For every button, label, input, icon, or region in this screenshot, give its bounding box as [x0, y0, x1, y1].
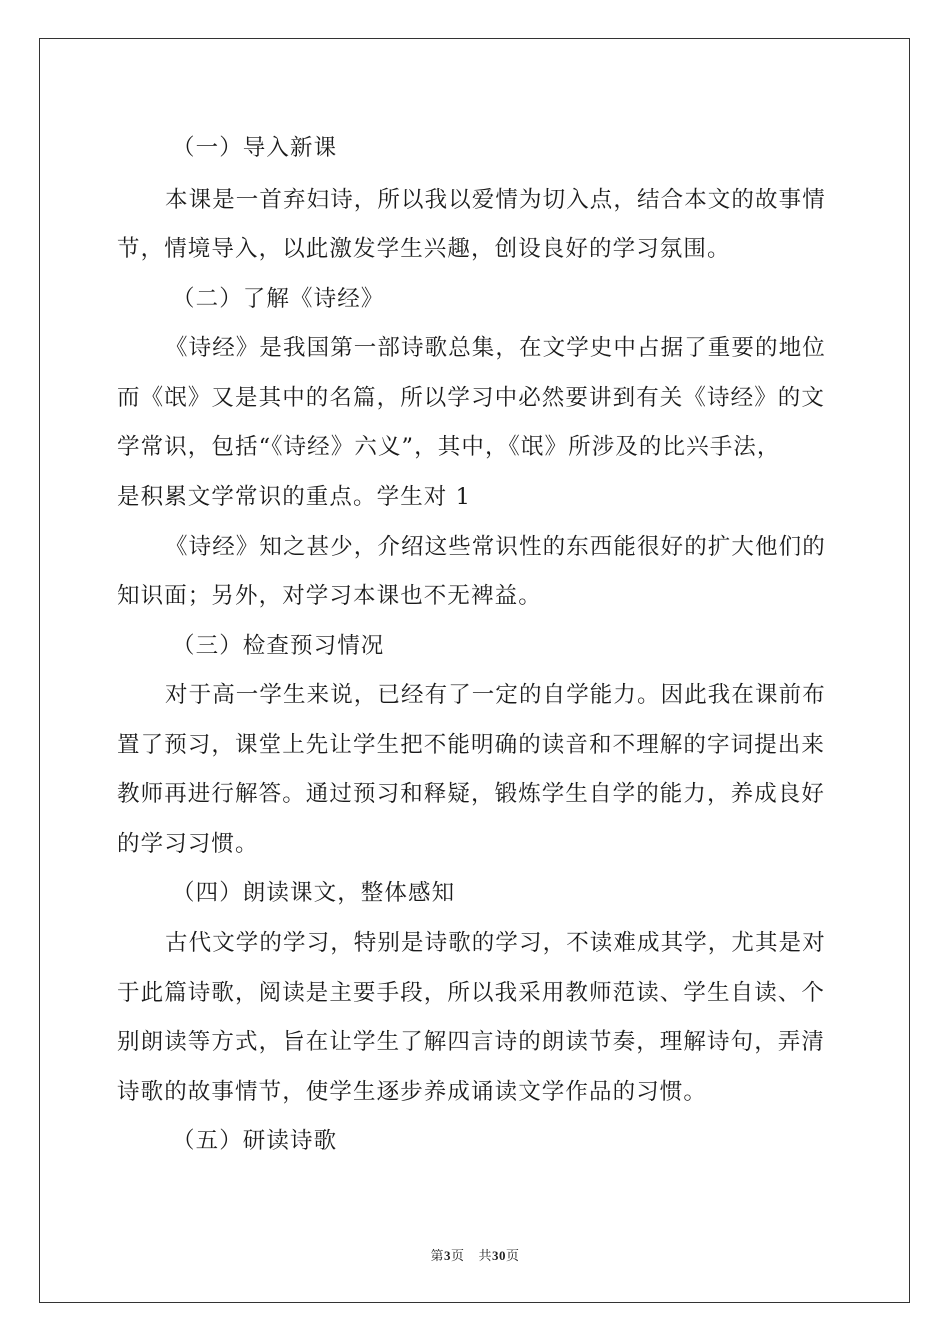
- paragraph-line: 节，情境导入，以此激发学生兴趣，创设良好的学习氛围。: [117, 236, 731, 262]
- paragraph-line: 教师再进行解答。通过预习和释疑，锻炼学生自学的能力，养成良好: [117, 781, 826, 807]
- section-heading-4: （四）朗读课文，整体感知: [172, 880, 456, 906]
- footer-page-suffix: 页: [451, 1249, 465, 1264]
- paragraph-line: 是积累文学常识的重点。学生对 1: [117, 484, 472, 510]
- total-pages: 30: [491, 1248, 506, 1263]
- paragraph-line: 对于高一学生来说，已经有了一定的自学能力。因此我在课前布: [165, 682, 826, 708]
- page-footer: [0, 1245, 950, 1264]
- section-heading-5: （五）研读诗歌: [172, 1128, 338, 1154]
- paragraph-line: 的学习习惯。: [117, 831, 259, 857]
- paragraph-line: 古代文学的学习，特别是诗歌的学习，不读难成其学，尤其是对: [165, 930, 826, 956]
- paragraph-line: 本课是一首弃妇诗，所以我以爱情为切入点，结合本文的故事情: [165, 187, 826, 213]
- section-heading-2: （二）了解《诗经》: [172, 286, 385, 312]
- paragraph-line: 诗歌的故事情节，使学生逐步养成诵读文学作品的习惯。: [117, 1079, 708, 1105]
- paragraph-line: 《诗经》是我国第一部诗歌总集，在文学史中占据了重要的地位: [165, 335, 826, 361]
- page-border: [39, 38, 910, 1303]
- paragraph-line: 学常识，包括“《诗经》六义”，其中，《氓》所涉及的比兴手法，: [117, 434, 781, 460]
- footer-total-prefix: 共: [478, 1249, 492, 1264]
- footer-total-suffix: 页: [505, 1249, 520, 1264]
- paragraph-line: 而《氓》又是其中的名篇，所以学习中必然要讲到有关《诗经》的文: [117, 385, 826, 411]
- paragraph-line: 知识面；另外，对学习本课也不无裨益。: [117, 583, 542, 609]
- paragraph-line: 于此篇诗歌，阅读是主要手段，所以我采用教师范读、学生自读、个: [117, 980, 826, 1006]
- section-heading-3: （三）检查预习情况: [172, 633, 385, 659]
- paragraph-line: 《诗经》知之甚少，介绍这些常识性的东西能很好的扩大他们的: [165, 534, 826, 560]
- paragraph-line: 置了预习，课堂上先让学生把不能明确的读音和不理解的字词提出来: [117, 732, 826, 758]
- section-heading-1: （一）导入新课: [172, 135, 338, 161]
- paragraph-line: 别朗读等方式，旨在让学生了解四言诗的朗读节奏，理解诗句，弄清: [117, 1029, 826, 1055]
- page-number: 3: [444, 1248, 452, 1263]
- footer-prefix: 第: [430, 1249, 445, 1264]
